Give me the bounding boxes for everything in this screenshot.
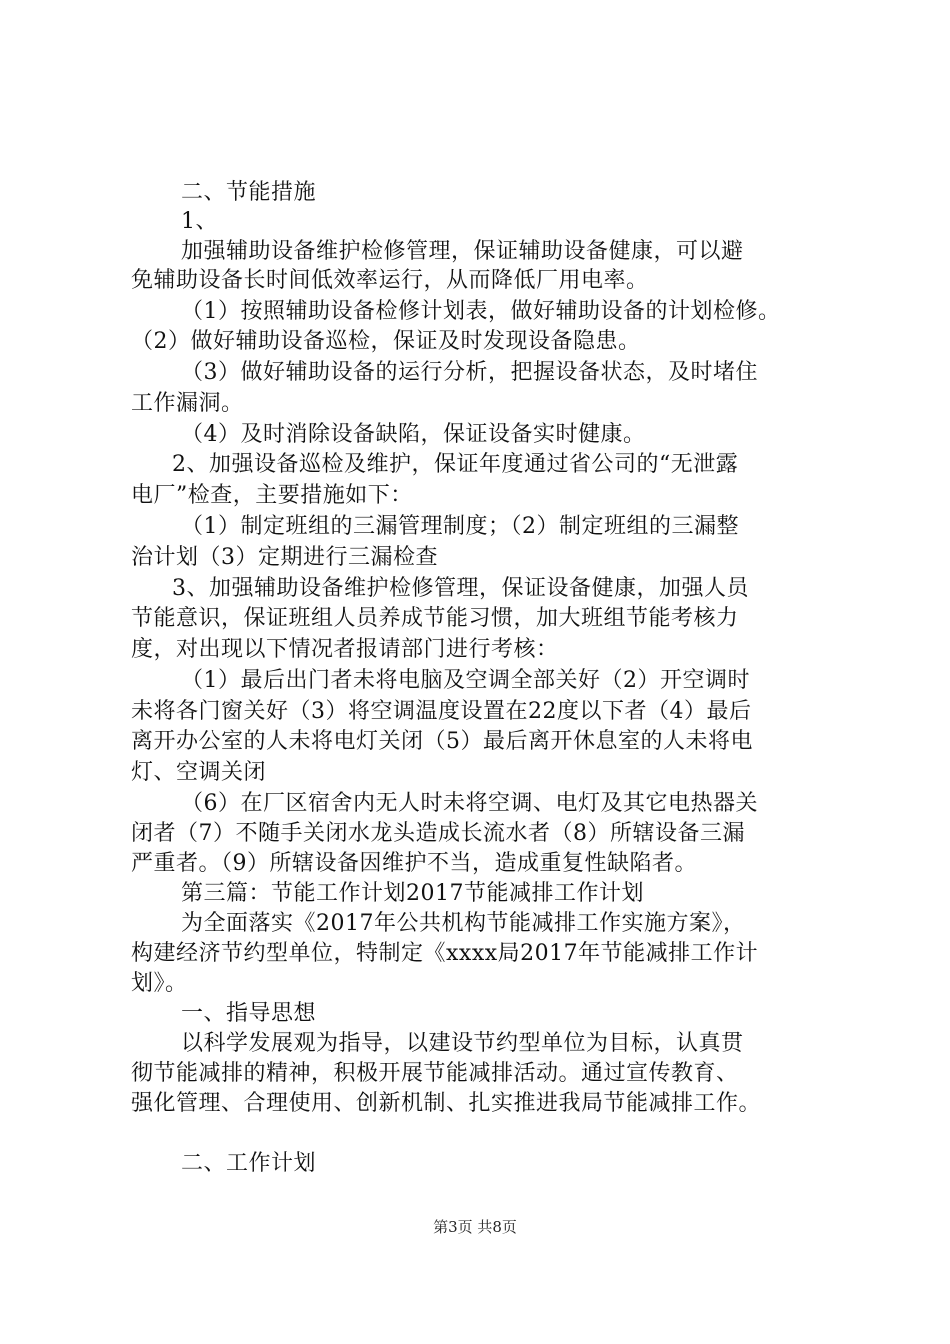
paragraph-line: （1）按照辅助设备检修计划表，做好辅助设备的计划检修。 [181, 299, 781, 324]
paragraph-line: 划》。 [131, 971, 188, 996]
paragraph-line: 免辅助设备长时间低效率运行，从而降低厂用电率。 [131, 268, 649, 293]
paragraph-line: （3）做好辅助设备的运行分析，把握设备状态，及时堵住 [181, 360, 758, 385]
paragraph-line: （4）及时消除设备缺陷，保证设备实时健康。 [181, 422, 646, 447]
item-number: 1、 [181, 209, 218, 234]
paragraph-line: 以科学发展观为指导，以建设节约型单位为目标，认真贯 [181, 1031, 744, 1056]
paragraph-line: 严重者。（9）所辖设备因维护不当，造成重复性缺陷者。 [131, 851, 697, 876]
paragraph-line: （1）制定班组的三漏管理制度；（2）制定班组的三漏整 [181, 514, 739, 539]
paragraph-line: （1）最后出门者未将电脑及空调全部关好（2）开空调时 [181, 668, 750, 693]
paragraph-line: （2）做好辅助设备巡检，保证及时发现设备隐患。 [131, 329, 641, 354]
paragraph-line: 治计划（3）定期进行三漏检查 [131, 545, 438, 570]
paragraph-line: 2、加强设备巡检及维护，保证年度通过省公司的“无泄露 [172, 452, 739, 477]
paragraph-line: （6）在厂区宿舍内无人时未将空调、电灯及其它电热器关 [181, 791, 758, 816]
paragraph-line: 节能意识，保证班组人员养成节能习惯，加大班组节能考核力 [131, 606, 739, 631]
paragraph-line: 闭者（7）不随手关闭水龙头造成长流水者（8）所辖设备三漏 [131, 821, 745, 846]
page-number-footer: 第3页 共8页 [433, 1218, 517, 1236]
paragraph-line: 强化管理、合理使用、创新机制、扎实推进我局节能减排工作。 [131, 1091, 762, 1116]
paragraph-line: 3、加强辅助设备维护检修管理，保证设备健康，加强人员 [172, 576, 749, 601]
paragraph-line: 工作漏洞。 [131, 391, 244, 416]
paragraph-line: 加强辅助设备维护检修管理，保证辅助设备健康，可以避 [181, 239, 744, 264]
paragraph-line: 彻节能减排的精神，积极开展节能减排活动。通过宣传教育、 [131, 1061, 739, 1086]
paragraph-line: 构建经济节约型单位，特制定《xxxx局2017年节能减排工作计 [131, 941, 759, 966]
section-heading: 一、指导思想 [181, 1001, 317, 1026]
paragraph-line: 度，对出现以下情况者报请部门进行考核： [131, 637, 559, 662]
paragraph-line: 为全面落实《2017年公共机构节能减排工作实施方案》， [181, 911, 746, 936]
paragraph-line: 电厂”检查，主要措施如下： [131, 483, 413, 508]
paragraph-line: 离开办公室的人未将电灯关闭（5）最后离开休息室的人未将电 [131, 729, 753, 754]
paragraph-line: 未将各门窗关好（3）将空调温度设置在22度以下者（4）最后 [131, 699, 752, 724]
section-heading: 二、节能措施 [181, 180, 317, 205]
section-heading: 二、工作计划 [181, 1151, 317, 1176]
paragraph-line: 灯、空调关闭 [131, 760, 267, 785]
chapter-title: 第三篇：节能工作计划2017节能减排工作计划 [181, 881, 644, 906]
